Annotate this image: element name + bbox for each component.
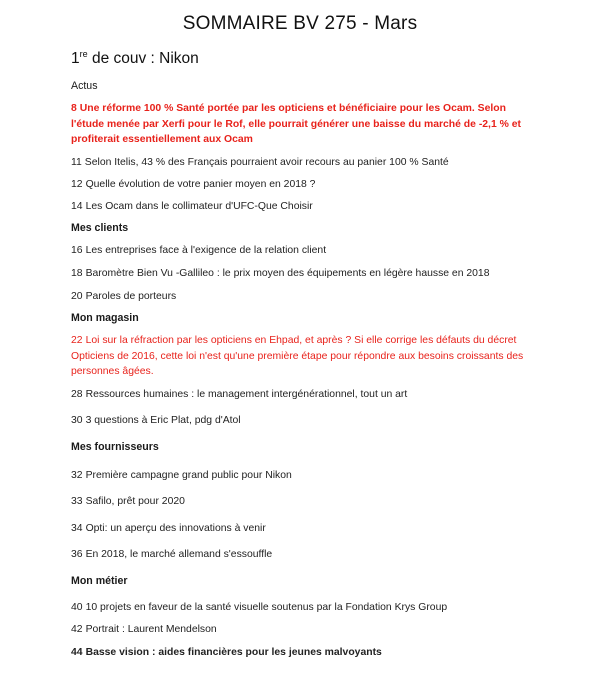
toc-item (71, 289, 531, 305)
toc-page-number: 32 (71, 470, 83, 481)
toc-item-text: Première campagne grand public pour Nikon (85, 470, 292, 481)
toc-item (71, 101, 531, 148)
toc-item-text: Paroles de porteurs (85, 291, 177, 302)
cover-line (71, 49, 199, 68)
toc-item (71, 387, 531, 403)
cover-sup: re (79, 49, 88, 59)
toc-item-text: Selon Itelis, 43 % des Français pourraient avoir recours au panier 100 % Santé (84, 157, 449, 168)
toc-page-number: 28 (71, 389, 83, 400)
toc-page-number: 34 (71, 523, 83, 534)
toc-item (71, 521, 531, 537)
toc-page-number: 14 (71, 201, 83, 212)
toc-page-number: 18 (71, 268, 83, 279)
toc-item-text: Quelle évolution de votre panier moyen en 2018 ? (85, 179, 316, 190)
toc-item (71, 266, 531, 282)
toc-item-text: Safilo, prêt pour 2020 (85, 496, 185, 507)
section-heading-actus: Actus (71, 80, 98, 92)
section-heading-mes-fournisseurs: Mes fournisseurs (71, 441, 159, 453)
toc-item (71, 155, 531, 171)
toc-item-text: Les Ocam dans le collimateur d'UFC-Que Choisir (85, 201, 313, 212)
toc-page-number: 22 (71, 335, 83, 346)
toc-item-text: Basse vision : aides financières pour les jeunes malvoyants (85, 647, 382, 658)
toc-page-number: 16 (71, 245, 83, 256)
section-heading-mon-metier: Mon métier (71, 575, 128, 587)
section-heading-mon-magasin: Mon magasin (71, 312, 139, 324)
toc-item (71, 413, 531, 429)
toc-page-number: 36 (71, 549, 83, 560)
toc-item-text: Portrait : Laurent Mendelson (85, 624, 217, 635)
toc-item-text: Opti: un aperçu des innovations à venir (85, 523, 266, 534)
toc-page-number: 33 (71, 496, 83, 507)
toc-page-number: 8 (71, 103, 77, 114)
toc-page-number: 42 (71, 624, 83, 635)
toc-item-text: 3 questions à Eric Plat, pdg d'Atol (85, 415, 241, 426)
toc-item (71, 622, 531, 638)
toc-page-number: 11 (71, 157, 82, 168)
toc-item (71, 600, 531, 616)
toc-item-text: Les entreprises face à l'exigence de la relation client (85, 245, 327, 256)
toc-item-text: Ressources humaines : le management intergénérationnel, tout un art (85, 389, 408, 400)
toc-item-text: Une réforme 100 % Santé portée par les opticiens et bénéficiaire pour les Ocam. Selon l'étude menée par Xerfi pour le Rof, elle pourrait générer une baisse du marché de -2,1 % et profiterait essentiellement aux Ocam (71, 103, 521, 145)
section-heading-mes-clients: Mes clients (71, 222, 129, 234)
toc-item-text: 10 projets en faveur de la santé visuelle soutenus par la Fondation Krys Group (85, 602, 448, 613)
toc-page-number: 30 (71, 415, 83, 426)
page-title: SOMMAIRE BV 275 - Mars (182, 13, 418, 34)
toc-item-text: Loi sur la réfraction par les opticiens en Ehpad, et après ? Si elle corrige les défauts du décret Opticiens de 2016, cette loi n'est qu'une première étape pour répondre aux besoins croissants des personnes âgées. (71, 335, 524, 377)
toc-item (71, 199, 531, 215)
toc-item-text: En 2018, le marché allemand s'essouffle (85, 549, 273, 560)
toc-item-text: Baromètre Bien Vu -Gallileo : le prix moyen des équipements en légère hausse en 2018 (85, 268, 490, 279)
toc-item (71, 177, 531, 193)
toc-item (71, 333, 531, 380)
toc-item (71, 468, 531, 484)
cover-prefix: 1 (71, 50, 80, 67)
toc-item (71, 547, 531, 563)
toc-item (71, 645, 531, 661)
toc-page-number: 40 (71, 602, 83, 613)
toc-page-number: 20 (71, 291, 83, 302)
cover-text: de couv : Nikon (87, 50, 199, 67)
toc-item (71, 243, 531, 259)
toc-page-number: 12 (71, 179, 83, 190)
toc-item (71, 494, 531, 510)
toc-page-number: 44 (71, 647, 83, 658)
